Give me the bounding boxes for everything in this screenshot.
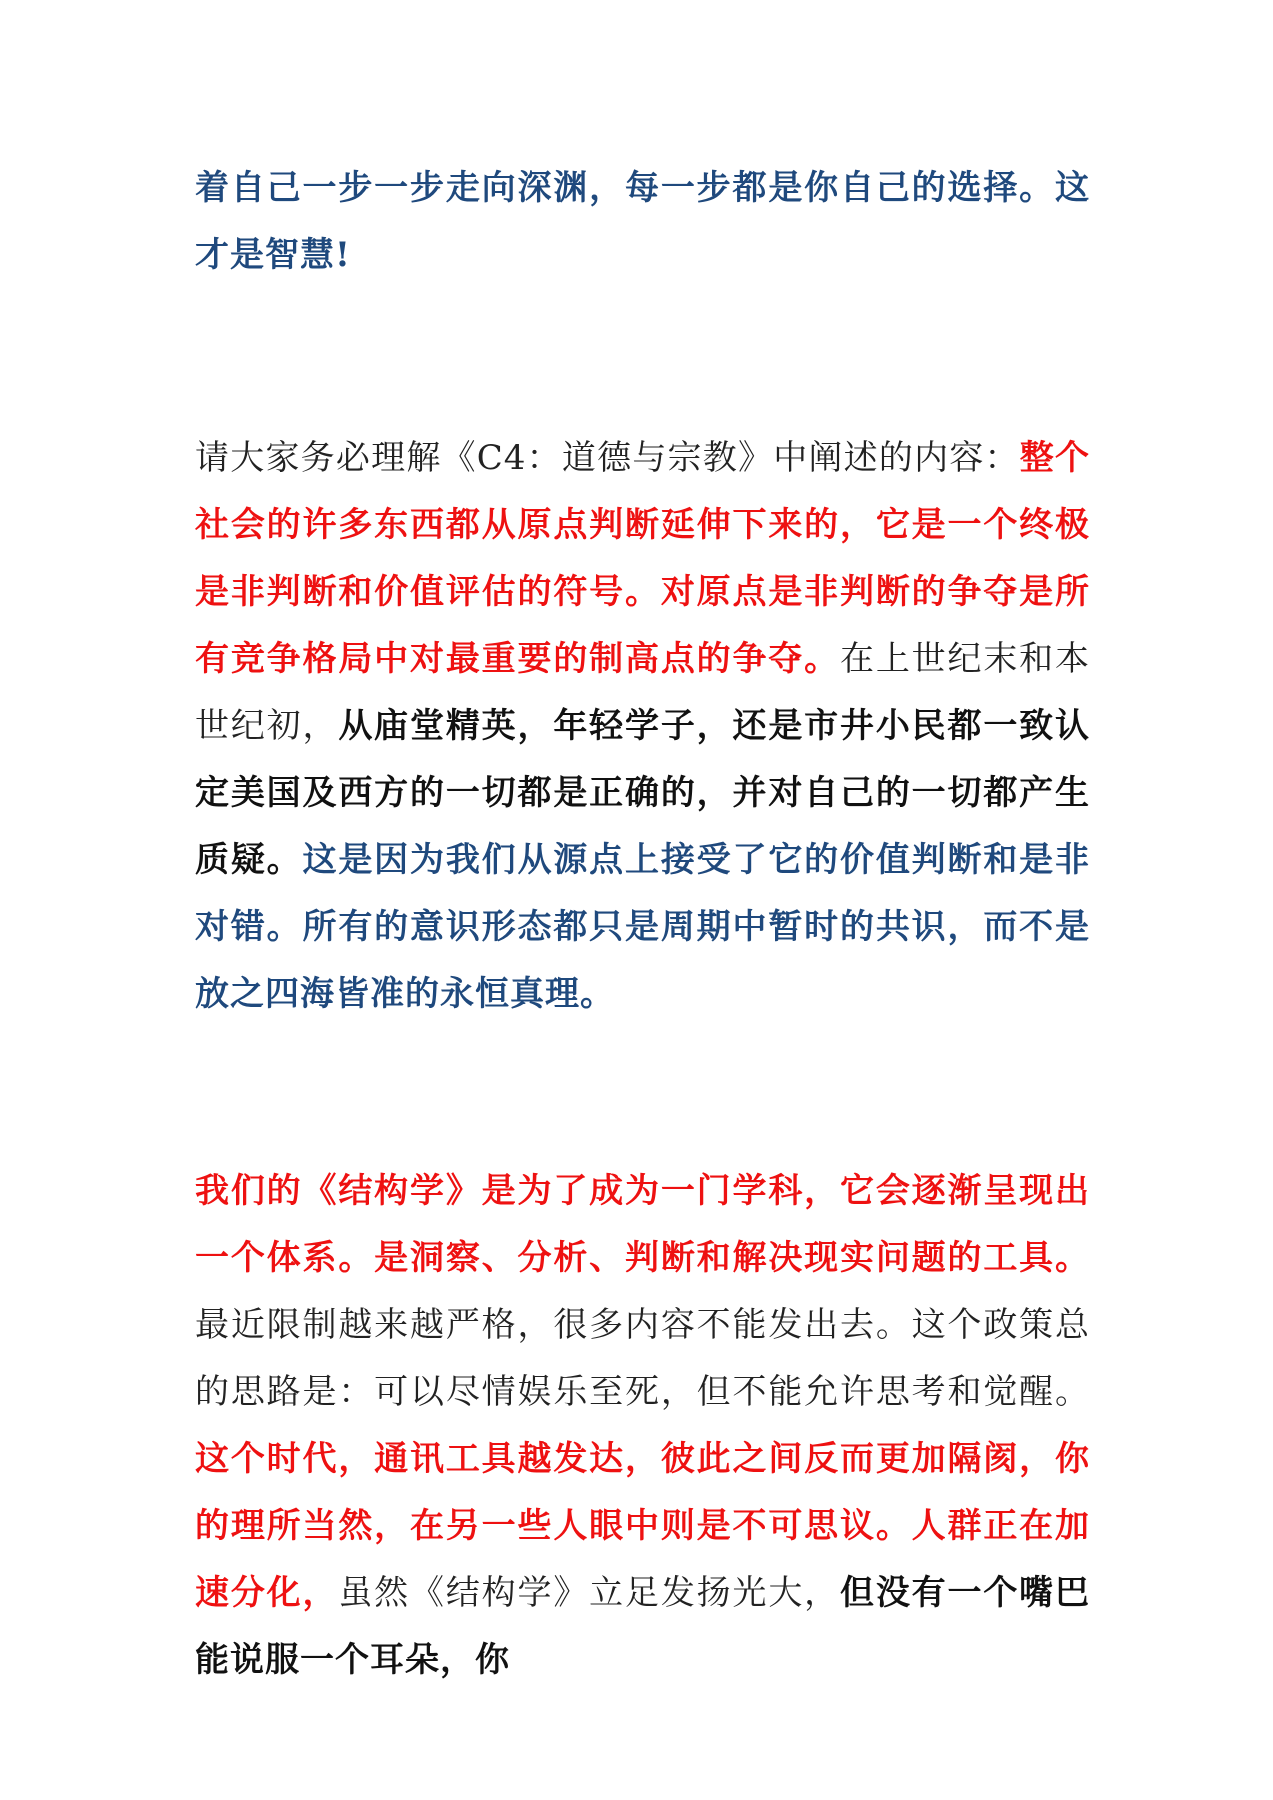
paragraph-3 [195, 1158, 1090, 1694]
paragraph-3-segment-4: 虽然《结构学》立足发扬光大， [338, 1573, 841, 1613]
paragraph-1-segment-1: 着自己一步一步走向深渊，每一步都是你自己的选择。这才是智慧! [195, 168, 1090, 275]
paragraph-2 [195, 425, 1090, 1028]
paragraph-2-segment-5: 这是因为我们从源点上接受了它的价值判断和是非对错。所有的意识形态都只是周期中暂时的共识，而不是放之四海皆准的永恒真理。 [195, 840, 1090, 1014]
paragraph-3-segment-1: 我们的《结构学》是为了成为一门学科，它会逐渐呈现出一个体系。是洞察、分析、判断和解决现实问题的工具。 [195, 1171, 1090, 1278]
paragraph-2-segment-2: 整个社会的许多东西都从原点判断延伸下来的，它是一个终极是非判断和价值评估的符号。对原点是非判断的争夺是所有竞争格局中对最重要的制高点的争夺。 [195, 438, 1091, 679]
paragraph-3-segment-2: 最近限制越来越严格，很多内容不能发出去。这个政策总的思路是：可以尽情娱乐至死，但不能允许思考和觉醒。 [195, 1305, 1090, 1412]
paragraph-3-segment-3: 这个时代，通讯工具越发达，彼此之间反而更加隔阂，你的理所当然，在另一些人眼中则是不可思议。人群正在加速分化， [195, 1439, 1090, 1613]
paragraph-2-segment-3: 在上世纪末和本世纪初， [195, 639, 1090, 746]
paragraph-1 [195, 155, 1090, 289]
paragraph-2-segment-4: 从庙堂精英，年轻学子，还是市井小民都一致认定美国及西方的一切都是正确的，并对自己的一切都产生质疑。 [195, 706, 1091, 880]
paragraph-2-segment-1: 请大家务必理解《C4：道德与宗教》中阐述的内容： [195, 438, 1020, 478]
paragraph-3-segment-5: 但没有一个嘴巴能说服一个耳朵，你 [195, 1573, 1091, 1680]
